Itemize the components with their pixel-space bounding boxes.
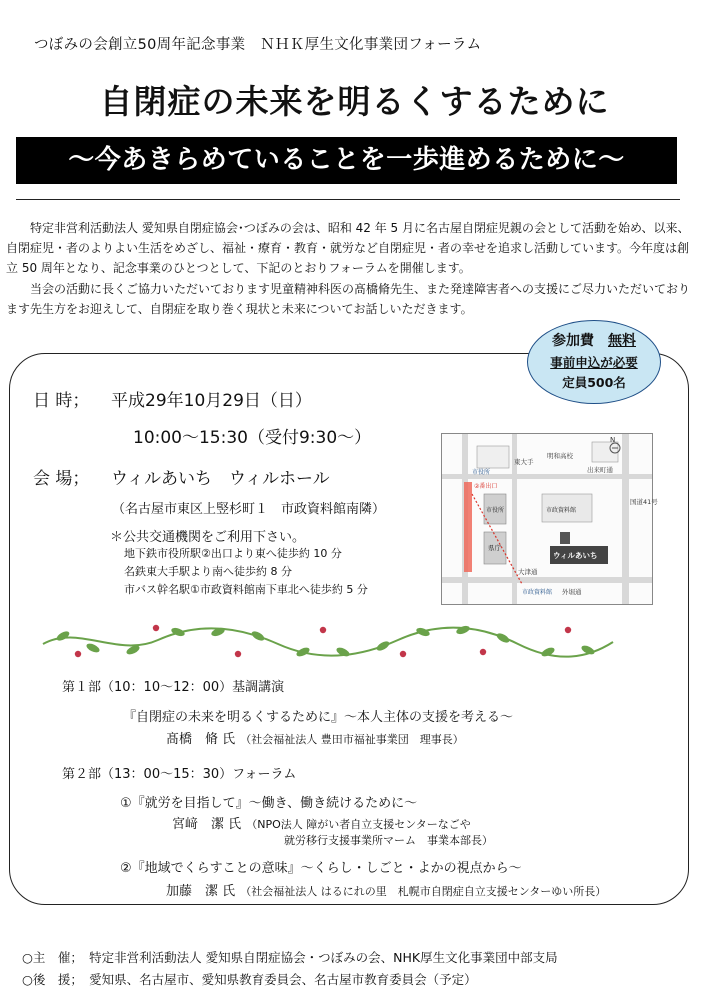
- footer: [22, 947, 558, 990]
- event-series-subtitle: つぼみの会創立50周年記念事業 ＮＨＫ厚生文化事業団フォーラム: [34, 37, 482, 53]
- fee-label: 参加費: [552, 333, 594, 349]
- part2-item1-speaker: 宮﨑 潔 氏: [172, 817, 242, 832]
- support-line: ○後 援； 愛知県、名古屋市、愛知県教育委員会、名古屋市教育委員会（予定）: [22, 971, 477, 987]
- part1-speaker-row: [166, 728, 464, 747]
- transit-bus: 市バス幹名駅①市政資料館南下車北へ徒歩約 5 分: [124, 583, 368, 596]
- part2-item1-title: ①『就労を目指して』～働き、働き続けるために～: [120, 796, 418, 811]
- capacity-note: 定員500名: [562, 375, 626, 390]
- venue-name: ウィルあいち ウィルホール: [111, 469, 330, 489]
- part2-item2-affiliation: （社会福祉法人 はるにれの里 札幌市自閉症自立支援センターゆい所長）: [240, 885, 607, 898]
- map-label-kencho: 県庁: [488, 544, 501, 552]
- reservation-note: 事前申込が必要: [550, 355, 638, 370]
- map-label-will: ウィルあいち: [553, 551, 598, 560]
- part1-heading: 第１部（10：10～12：00）基調講演: [62, 680, 285, 695]
- vine-decoration: [38, 618, 618, 664]
- fee-line: [528, 330, 660, 350]
- intro-text: [6, 218, 698, 319]
- map-label-otsu: 大津通: [518, 568, 538, 576]
- venue-row: [33, 464, 330, 489]
- part1-speaker: 髙橋 脩 氏: [166, 732, 236, 747]
- part1-title: 『自閉症の未来を明るくするために』～本人主体の支援を考える～: [123, 710, 514, 725]
- event-time: 10:00～15:30（受付9:30～）: [133, 428, 372, 448]
- fee-value: 無料: [608, 333, 636, 349]
- date-label: 日 時；: [33, 391, 90, 411]
- header-divider: [16, 199, 680, 200]
- map-label-east-gate: 東大手: [514, 458, 534, 466]
- map-label-station: 市役所: [472, 469, 491, 476]
- map-label-shisei: 市政資料館: [546, 507, 577, 514]
- title-banner: ～今あきらめていることを一歩進めるために～: [16, 137, 677, 184]
- transit-subway: 地下鉄市役所駅②出口より東へ徒歩約 10 分: [124, 547, 342, 560]
- part2-heading: 第２部（13：00～15：30）フォーラム: [62, 767, 297, 782]
- intro-paragraph-1: 特定非営利活動法人 愛知県自閉症協会･つぼみの会は、昭和 42 年 5 月に名古屋自閉症児親の会として活動を始め、以来、自閉症児・者のよりよい生活をめざし、福祉・療育・教育・就労など自閉症児・者の幸せを追求し活動しています。今年度は創立 50 周年となり、記念事業のひとつとして、下記のとおりフォーラムを開催します。: [6, 221, 690, 276]
- map-label-shutsurai: 出来町通: [587, 466, 613, 474]
- part2-item1-affiliation-1: （NPO法人 障がい者自立支援センターなごや: [246, 818, 471, 831]
- intro-paragraph-2: 当会の活動に長くご協力いただいております児童精神科医の髙橋脩先生、また発達障害者への支援にご尽力いただいております先生方をお迎えして、自閉症を取り巻く現状と未来についてお話しいただきます。: [6, 281, 691, 316]
- transit-meitetsu: 名鉄東大手駅より南へ徒歩約 8 分: [124, 565, 292, 578]
- venue-address: （名古屋市東区上竪杉町１ 市政資料館南隣）: [112, 502, 386, 517]
- map-label-shiyakusho: 市役所: [486, 507, 505, 514]
- map-north-label: N: [610, 436, 616, 444]
- map-drawing: [442, 434, 658, 604]
- part2-item2-title: ②『地域でくらすことの意味』～くらし・しごと・よかの視点から～: [120, 861, 522, 876]
- part2-item2-speaker-row: [166, 880, 606, 899]
- map-label-gaibori: 外堀通: [562, 588, 582, 596]
- venue-map: [441, 433, 658, 605]
- part2-item1-affiliation-2: 就労移行支援事業所マーム 事業本部長）: [284, 834, 493, 847]
- part1-affiliation: （社会福祉法人 豊田市福祉事業団 理事長）: [240, 733, 464, 746]
- part2-item2-speaker: 加藤 潔 氏: [166, 884, 236, 899]
- venue-label: 会 場；: [33, 469, 90, 489]
- event-date: 平成29年10月29日（日）: [111, 391, 312, 411]
- part2-item1-speaker-row: [172, 813, 471, 832]
- map-label-kokudo: 国道41号: [630, 498, 658, 506]
- organizer-line: ○主 催； 特定非営利活動法人 愛知県自閉症協会・つぼみの会、NHK厚生文化事業団中部支局: [22, 950, 558, 965]
- page-title: 自閉症の未来を明るくするために: [99, 82, 610, 121]
- fee-badge: [527, 320, 661, 404]
- transit-heading: ＊公共交通機関をご利用下さい。: [110, 530, 306, 545]
- map-label-shisei-station: 市政資料館: [522, 589, 553, 596]
- date-row: [33, 386, 312, 411]
- map-label-meiwa: 明和高校: [547, 452, 573, 460]
- map-label-exit2: ②番出口: [474, 483, 498, 490]
